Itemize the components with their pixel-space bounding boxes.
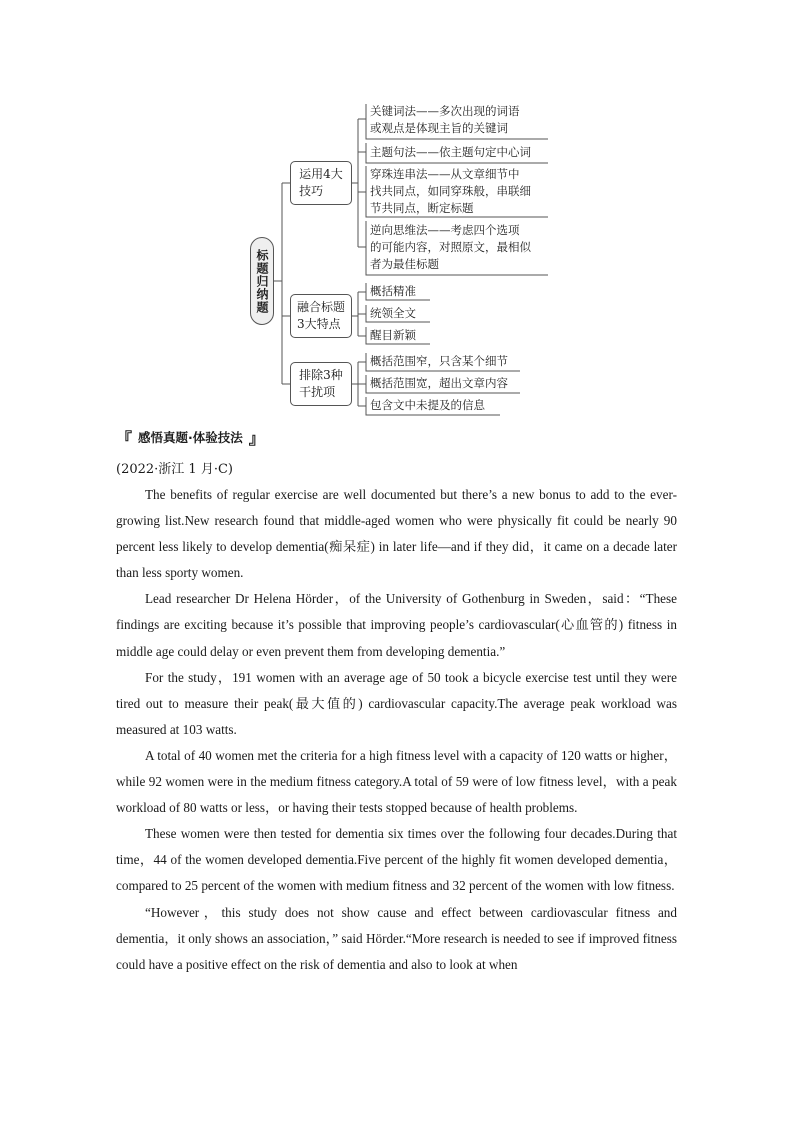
- leaf-distractor-1: 概括范围窄，只含某个细节: [370, 354, 508, 368]
- section-bracket-open: 『: [116, 428, 133, 448]
- paragraph: The benefits of regular exercise are well documented but there’s a new bonus to add to the ever-growing list.New research found that middle-aged women who were physically fit could be nearly 90 percent less likely to develop dementia(痴呆症) in later life—and if they did，it came on a decade later than less sporty women.: [116, 487, 677, 581]
- leaf-topic-sentence-method: 主题句法——依主题句定中心词: [370, 145, 531, 159]
- article: [116, 482, 677, 978]
- root-label: 标题归纳题: [255, 248, 269, 314]
- leaf-feature-1: 概括精准: [370, 284, 416, 298]
- section-bracket-close: 』: [248, 428, 265, 448]
- exam-source: (2022·浙江 1 月·C): [116, 462, 233, 477]
- leaf-feature-3: 醒目新颖: [370, 328, 416, 342]
- paragraph: Lead researcher Dr Helena Hörder，of the University of Gothenburg in Sweden，said：“These findings are exciting because it’s possible that improving people’s cardiovascular(心血管的) fitness in middle age could delay or even prevent them from developing dementia.”: [116, 591, 677, 659]
- leaf-reverse-thinking-method: 逆向思维法——考虑四个选项 的可能内容，对照原文，最相似 者为最佳标题: [370, 223, 531, 271]
- section-header: [116, 427, 265, 447]
- paragraph: These women were then tested for dementia six times over the following four decades.During that time，44 of the women developed dementia.Five percent of the highly fit women developed dementia，compared to 25 percent of the women with medium fitness and 32 percent of the women with low fitness.: [116, 826, 677, 894]
- leaf-distractor-3: 包含文中未提及的信息: [370, 398, 485, 412]
- branch-features: 融合标题 3大特点: [290, 294, 352, 338]
- mind-map: [0, 0, 794, 420]
- leaf-keyword-method: 关键词法——多次出现的词语 或观点是体现主旨的关键词: [370, 104, 520, 135]
- mind-map-root: [250, 237, 274, 325]
- branch-distractors: 排除3种 干扰项: [290, 362, 352, 406]
- leaf-feature-2: 统领全文: [370, 306, 416, 320]
- paragraph: For the study，191 women with an average age of 50 took a bicycle exercise test until they were tired out to measure their peak(最大值的) cardiovascular capacity.The average peak workload was measured at 103 watts.: [116, 669, 677, 737]
- paragraph: “However，this study does not show cause and effect between cardiovascular fitness and dementia，it only shows an association，” said Hörder.“More research is needed to see if improved fitness could have a positive effect on the risk of dementia and also to look at when: [116, 904, 677, 972]
- branch-techniques: 运用4大 技巧: [290, 161, 352, 205]
- leaf-distractor-2: 概括范围宽，超出文章内容: [370, 376, 508, 390]
- paragraph: A total of 40 women met the criteria for a high fitness level with a capacity of 120 watts or higher，while 92 women were in the medium fitness category.A total of 59 were of low fitness level，with a peak workload of 80 watts or less，or having their tests stopped because of health problems.: [116, 747, 677, 816]
- section-title: 感悟真题·体验技法: [138, 430, 243, 445]
- leaf-string-beads-method: 穿珠连串法——从文章细节中 找共同点，如同穿珠般，串联细 节共同点，断定标题: [370, 167, 531, 215]
